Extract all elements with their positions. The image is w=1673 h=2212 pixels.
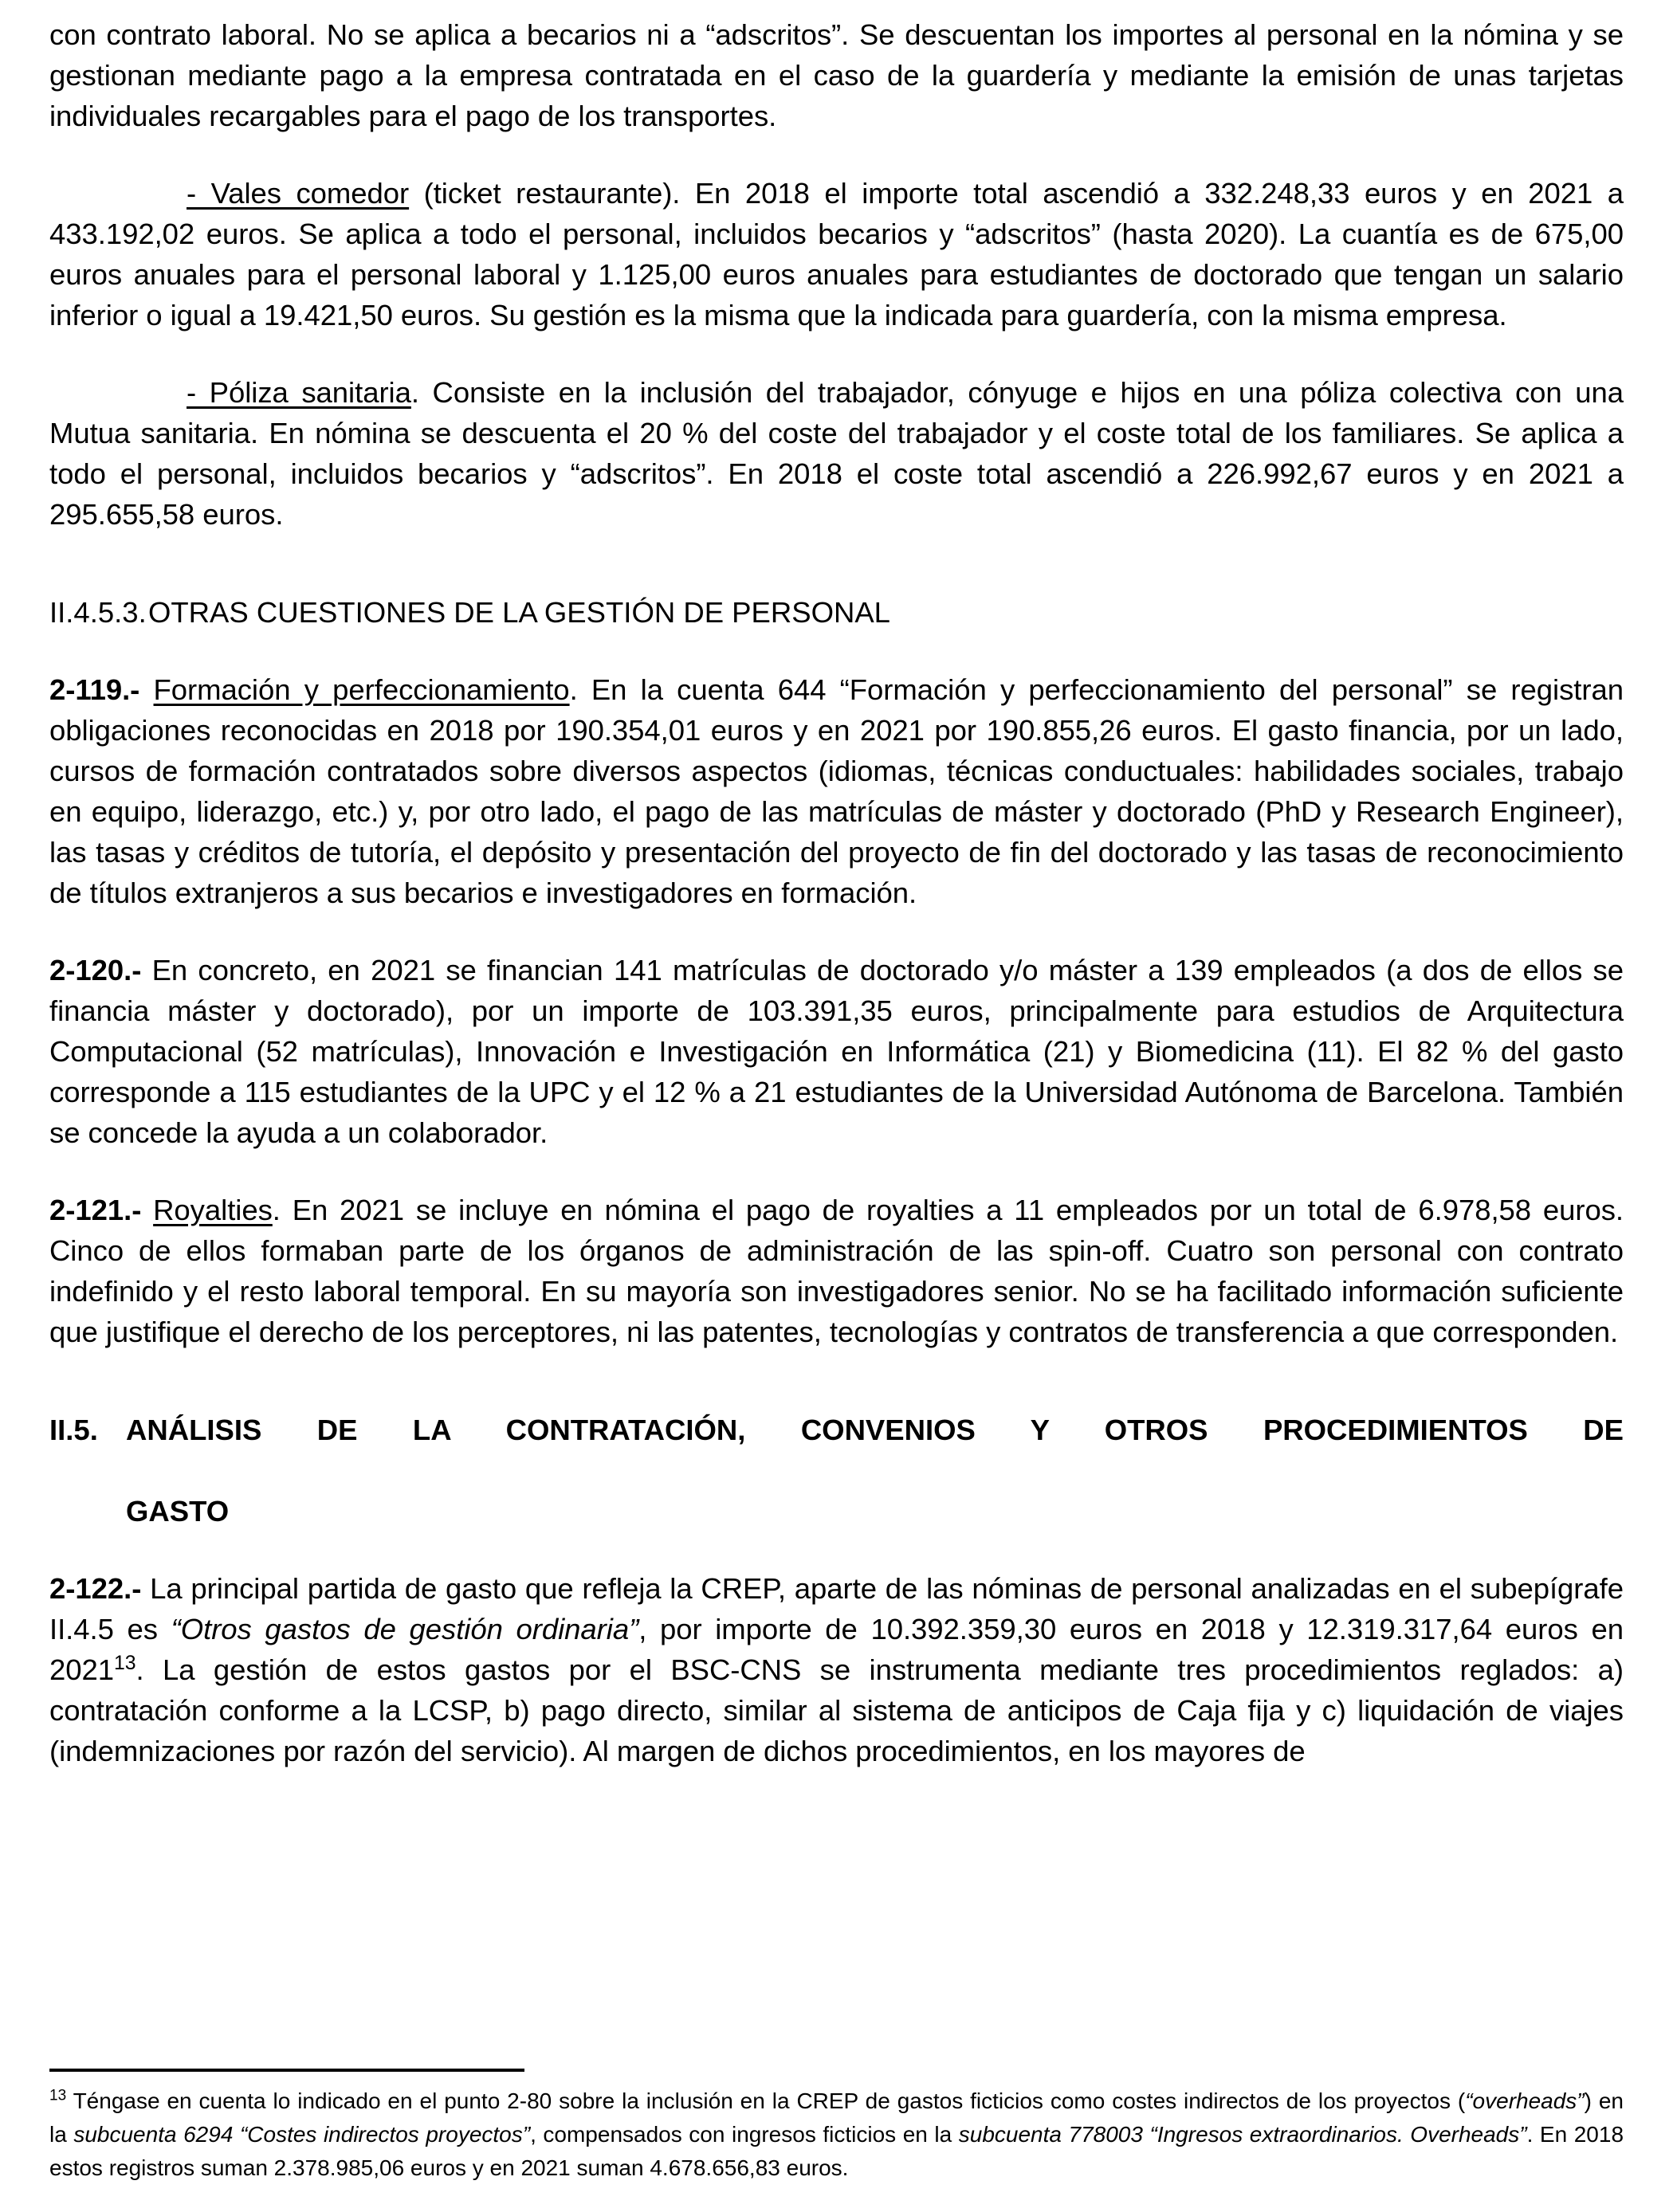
heading-ii-4-5-3-number: II.4.5.3. xyxy=(49,596,147,629)
vales-comedor-text: (ticket restaurante). En 2018 el importe total ascendió a 332.248,33 euros y en 2021 a 433.192,02 euros. Se aplica a todo el personal, incluidos becarios y “adscritos” (hasta 2020). La cuantía es de 675,00 euros anuales para el personal laboral y 1.125,00 euros anuales para estudiantes de doctorado que tengan un salario inferior o igual a 19.421,50 euros. Su gestión es la misma que la indicada para guardería, con la misma empresa. xyxy=(49,177,1624,331)
spacer xyxy=(49,633,1624,669)
otros-gastos-italic-quote: “Otros gastos de gestión ordinaria” xyxy=(171,1613,639,1645)
paragraph-2-122-marker: 2-122.- xyxy=(49,1572,142,1605)
paragraph-2-119 xyxy=(49,669,1624,913)
spacer xyxy=(49,335,1624,372)
footnote-13 xyxy=(49,2085,1624,2185)
space xyxy=(141,1194,153,1226)
paragraph-2-121-text: . En 2021 se incluye en nómina el pago de royalties a 11 empleados por un total de 6.978,58 euros. Cinco de ellos formaban parte de los órganos de administración de las spin-off. Cuatro son personal con contrato indefinido y el resto laboral temporal. En su mayoría son investigadores senior. No se ha facilitado información suficiente que justifique el derecho de los perceptores, ni las patentes, tecnologías y contratos de transferencia a que corresponden. xyxy=(49,1194,1624,1348)
spacer xyxy=(49,535,1624,592)
spacer xyxy=(49,1532,1624,1568)
poliza-sanitaria-text: . Consiste en la inclusión del trabajador, cónyuge e hijos en una póliza colectiva con una Mutua sanitaria. En nómina se descuenta el 20 % del coste del trabajador y el coste total de los familiares. Se aplica a todo el personal, incluidos becarios y “adscritos”. En 2018 el coste total ascendió a 226.992,67 euros y en 2021 a 295.655,58 euros. xyxy=(49,376,1624,531)
footnote-separator-rule xyxy=(49,2069,524,2072)
paragraph-2-119-marker: 2-119.- xyxy=(49,673,140,706)
footnote-segment-4: . En 2018 estos registros suman 2.378.985,06 euros y en 2021 suman 4.678.656,83 euros. xyxy=(49,2122,1624,2180)
footnote-segment-3: , compensados con ingresos ficticios en la xyxy=(530,2122,959,2147)
heading-ii-5 xyxy=(49,1410,1624,1532)
spacer xyxy=(49,1352,1624,1410)
list-item-poliza-sanitaria xyxy=(49,372,1624,535)
footnote-italic-subcuenta-778003: subcuenta 778003 “Ingresos extraordinarios. Overheads” xyxy=(958,2122,1527,2147)
footnote-reference-marker[interactable]: 13 xyxy=(114,1652,136,1674)
page-body-column xyxy=(49,14,1624,1771)
space xyxy=(139,673,153,706)
paragraph-2-120-text: En concreto, en 2021 se financian 141 matrículas de doctorado y/o máster a 139 empleados (a dos de ellos se financia máster y doctorado), por un importe de 103.391,35 euros, principalmente para estudios de Arquitectura Computacional (52 matrículas), Innovación e Investigación en Informática (21) y Biomedicina (11). El 82 % del gasto corresponde a 115 estudiantes de la UPC y el 12 % a 21 estudiantes de la Universidad Autónoma de Barcelona. También se concede la ayuda a un colaborador. xyxy=(49,954,1624,1149)
heading-ii-4-5-3-title: OTRAS CUESTIONES DE LA GESTIÓN DE PERSONAL xyxy=(148,596,890,629)
vales-comedor-label: - Vales comedor xyxy=(187,177,410,210)
heading-ii-5-title xyxy=(126,1410,1624,1532)
royalties-label: Royalties xyxy=(153,1194,273,1226)
paragraph-2-121 xyxy=(49,1190,1624,1352)
paragraph-2-122-text-after-italic: , por importe de 10.392.359,30 euros en 2018 y 12.319.317,64 euros en 2021 xyxy=(49,1613,1624,1686)
footnote-italic-subcuenta-6294: subcuenta 6294 “Costes indirectos proyectos” xyxy=(73,2122,531,2147)
paragraph-2-120-marker: 2-120.- xyxy=(49,954,142,986)
poliza-sanitaria-label: - Póliza sanitaria xyxy=(187,376,411,409)
footnote-segment-2: ) en la xyxy=(49,2088,1624,2147)
heading-ii-5-number: II.5. xyxy=(49,1414,98,1446)
paragraph-2-119-text: . En la cuenta 644 “Formación y perfeccionamiento del personal” se registran obligaciones reconocidas en 2018 por 190.354,01 euros y en 2021 por 190.855,26 euros. El gasto financia, por un lado, cursos de formación contratados sobre diversos aspectos (idiomas, técnicas conductuales: habilidades sociales, trabajo en equipo, liderazgo, etc.) y, por otro lado, el pago de las matrículas de máster y doctorado (PhD y Research Engineer), las tasas y créditos de tutoría, el depósito y presentación del proyecto de fin del doctorado y las tasas de reconocimiento de títulos extranjeros a sus becarios e investigadores en formación. xyxy=(49,673,1624,909)
heading-ii-4-5-3 xyxy=(49,592,1624,633)
footnote-segment-1: Téngase en cuenta lo indicado en el punto 2-80 sobre la inclusión en la CREP de gastos ficticios como costes indirectos de los proyectos ( xyxy=(66,2088,1466,2113)
paragraph-2-122 xyxy=(49,1568,1624,1771)
heading-ii-5-title-line-2: GASTO xyxy=(126,1495,230,1528)
footnote-italic-overheads: “overheads” xyxy=(1465,2088,1585,2113)
paragraph-2-122-text-tail: . La gestión de estos gastos por el BSC-CNS se instrumenta mediante tres procedimientos reglados: a) contratación conforme a la LCSP, b) pago directo, similar al sistema de anticipos de Caja fija y c) liquidación de viajes (indemnizaciones por razón del servicio). Al margen de dichos procedimientos, en los mayores de xyxy=(49,1653,1624,1767)
footnote-number: 13 xyxy=(49,2087,67,2104)
footnote-zone xyxy=(49,2069,1624,2185)
spacer xyxy=(49,913,1624,950)
list-item-vales-comedor xyxy=(49,173,1624,335)
paragraph-2-120 xyxy=(49,950,1624,1153)
paragraph-2-122-text-before-italic: La principal partida de gasto que refleja la CREP, aparte de las nóminas de personal analizadas en el subepígrafe II.4.5 es xyxy=(49,1572,1624,1645)
heading-ii-5-title-line-1: ANÁLISIS DE LA CONTRATACIÓN, CONVENIOS Y OTROS PROCEDIMIENTOS DE xyxy=(126,1414,1624,1446)
paragraph-2-121-marker: 2-121.- xyxy=(49,1194,142,1226)
spacer xyxy=(49,1153,1624,1190)
spacer xyxy=(49,136,1624,173)
paragraph-continued: con contrato laboral. No se aplica a becarios ni a “adscritos”. Se descuentan los importes al personal en la nómina y se gestionan mediante pago a la empresa contratada en el caso de la guardería y mediante la emisión de unas tarjetas individuales recargables para el pago de los transportes. xyxy=(49,18,1624,132)
formacion-label: Formación y perfeccionamiento xyxy=(153,673,570,706)
